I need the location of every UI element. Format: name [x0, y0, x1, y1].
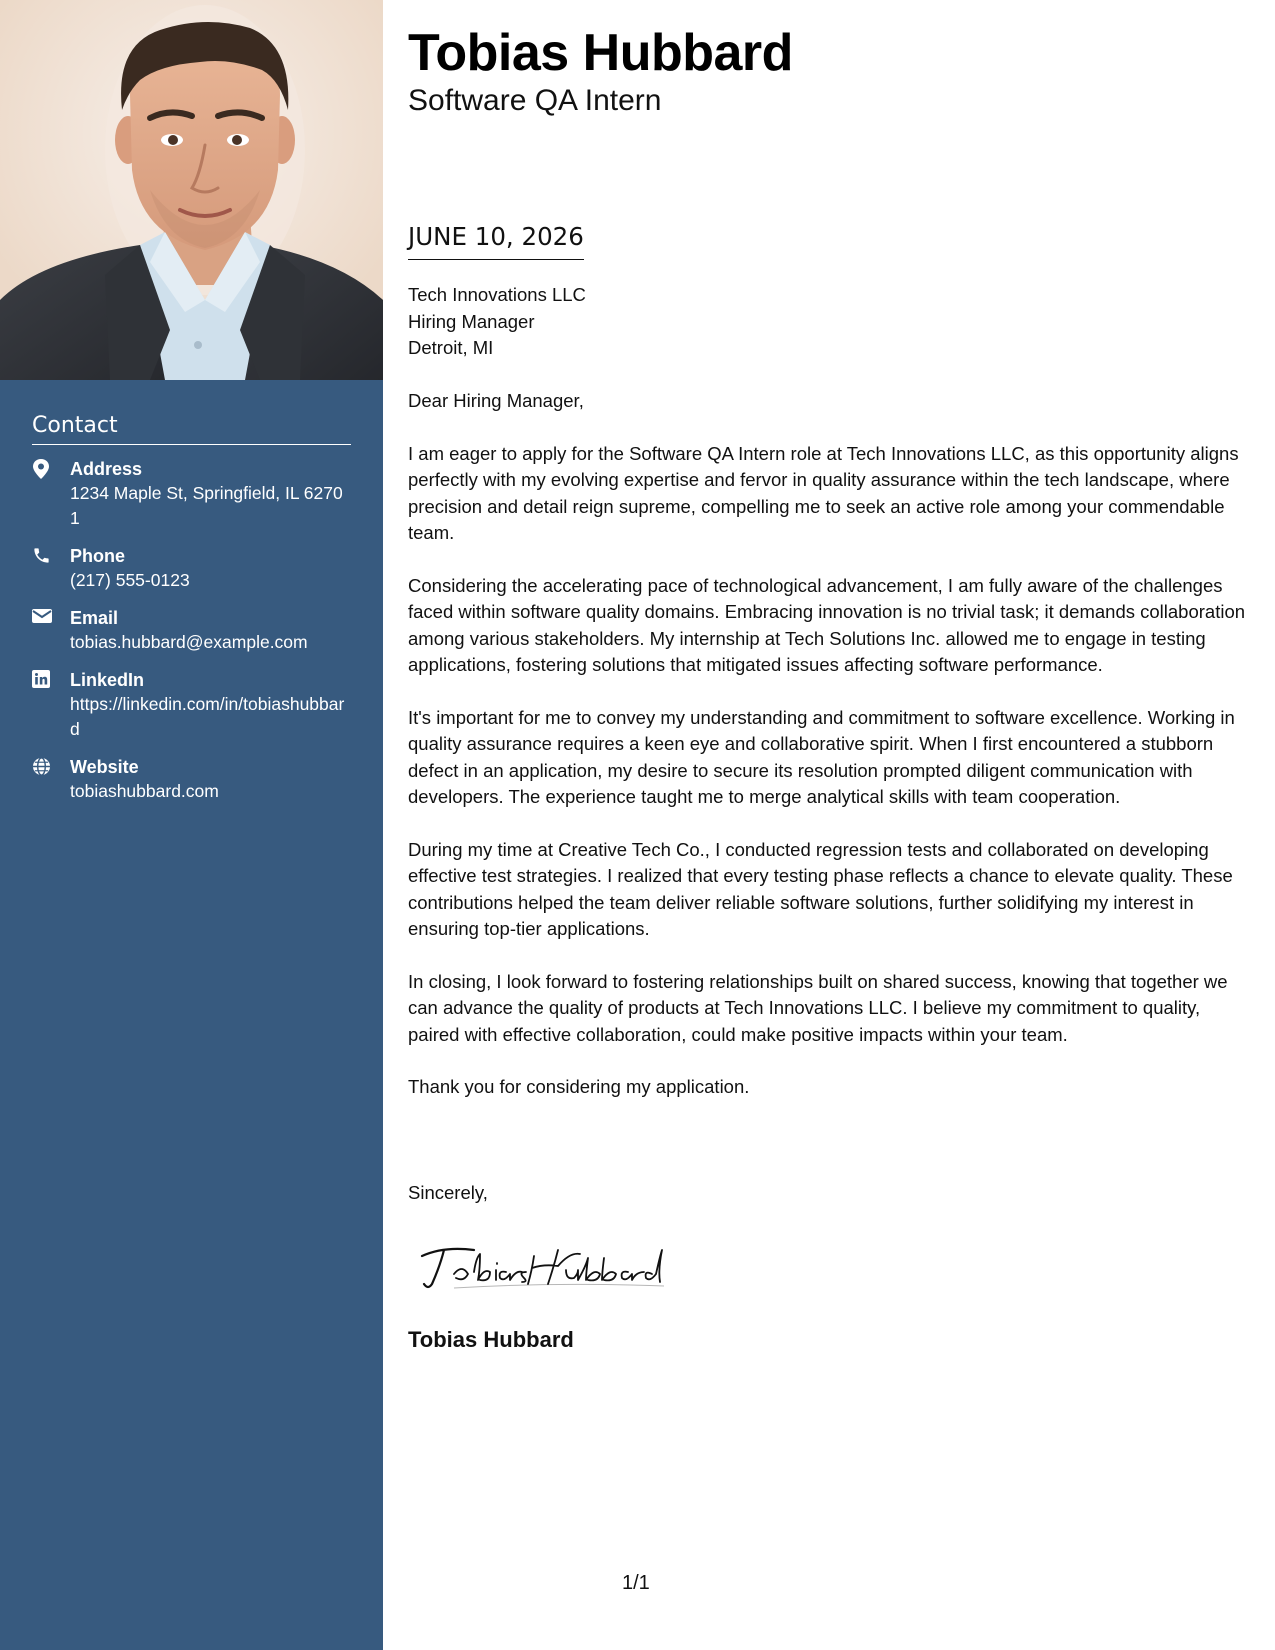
contact-value-email[interactable]: tobias.hubbard@example.com	[70, 632, 308, 652]
contact-label-email: Email	[70, 608, 119, 628]
contact-item-address	[32, 457, 351, 531]
page-number: 1/1	[622, 1572, 650, 1594]
contact-heading: Contact	[32, 412, 351, 445]
contact-value-linkedin[interactable]: https://linkedin.com/in/tobiashubbard	[70, 694, 345, 739]
email-icon	[32, 606, 70, 655]
recipient-title: Hiring Manager	[408, 310, 535, 332]
contact-item-website	[32, 755, 351, 804]
globe-icon	[32, 755, 70, 804]
signer-name: Tobias Hubbard	[408, 1327, 574, 1352]
closing: Sincerely,	[408, 1182, 488, 1203]
letter-body	[408, 388, 1253, 1127]
letter-paragraph: In closing, I look forward to fostering relationships built on shared success, knowing that together we can advance the quality of products at Tech Innovations LLC. I believe my commitment to quality, paired with effective collaboration, could make positive impacts within your team.	[408, 970, 1228, 1045]
letter-paragraph: It's important for me to convey my understanding and commitment to software excellence. Working in quality assurance requires a keen eye and collaborative spirit. When I first encountered a stubborn defect in an application, my desire to secure its resolution prompted diligent communication with developers. The experience taught me to merge analytical skills with team cooperation.	[408, 706, 1235, 808]
job-title: Software QA Intern	[408, 84, 662, 117]
recipient-location: Detroit, MI	[408, 337, 494, 358]
contact-item-linkedin	[32, 668, 351, 742]
contact-value-website[interactable]: tobiashubbard.com	[70, 781, 219, 801]
contact-value-address: 1234 Maple St, Springfield, IL 62701	[70, 483, 343, 528]
contact-label-linkedin: LinkedIn	[70, 670, 145, 690]
salutation: Dear Hiring Manager,	[408, 390, 584, 411]
profile-photo	[0, 0, 383, 380]
letter-paragraph: I am eager to apply for the Software QA Intern role at Tech Innovations LLC, as this opportunity aligns perfectly with my evolving expertise and fervor in quality assurance within the tech landscape, where precision and detail reign supreme, compelling me to seek an active role among your commendable team.	[408, 442, 1239, 544]
linkedin-icon	[32, 668, 70, 742]
letter-paragraph: During my time at Creative Tech Co., I conducted regression tests and collaborated on developing effective test strategies. I realized that every testing phase reflects a chance to elevate quality. These contributions helped the team deliver reliable software solutions, further solidifying my interest in ensuring top-tier applications.	[408, 838, 1233, 940]
applicant-name: Tobias Hubbard	[408, 24, 793, 82]
handwritten-signature	[414, 1236, 674, 1296]
contact-label-address: Address	[70, 459, 143, 479]
contact-section	[32, 412, 351, 817]
contact-label-website: Website	[70, 757, 139, 777]
recipient-block	[408, 282, 586, 362]
portrait-illustration	[0, 0, 383, 380]
recipient-company: Tech Innovations LLC	[408, 284, 586, 305]
phone-icon	[32, 544, 70, 593]
letter-date: JUNE 10, 2026	[408, 221, 584, 260]
contact-item-phone	[32, 544, 351, 593]
contact-item-email	[32, 606, 351, 655]
location-pin-icon	[32, 457, 70, 531]
sidebar	[0, 0, 383, 1650]
contact-label-phone: Phone	[70, 546, 126, 566]
letter-paragraph: Considering the accelerating pace of technological advancement, I am fully aware of the challenges faced within software quality domains. Embracing innovation is no trivial task; it demands collaboration among various stakeholders. My internship at Tech Solutions Inc. allowed me to engage in testing applications, fostering solutions that mitigated issues affecting software performance.	[408, 574, 1246, 676]
contact-value-phone: (217) 555-0123	[70, 570, 190, 590]
letter-paragraph: Thank you for considering my application.	[408, 1076, 750, 1098]
